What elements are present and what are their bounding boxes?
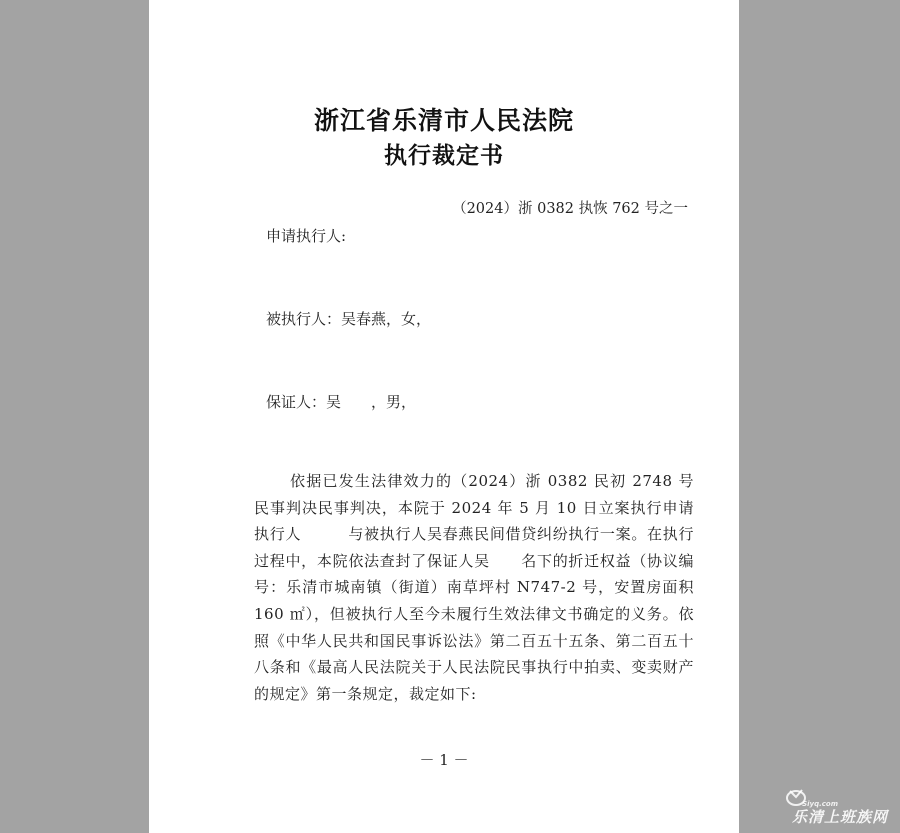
ruling-body-paragraph: 依据已发生法律效力的（2024）浙 0382 民初 2748 号民事判决民事判决，本院于 2024 年 5 月 10 日立案执行申请执行人 与被执行人吴春燕民间借贷纠纷执行一案。在执行过程中，本院依法查封了保证人吴 名下的折迁权益（协议编号：乐清市城南镇（街道）南草坪村 N747-2 号，安置房面积 160 ㎡），但被执行人至今未履行生效法律文书确定的义务。依照《中华人民共和国民事诉讼法》第二百五十五条、第二百五十八条和《最高人民法院关于人民法院民事执行中拍卖、变卖财产的规定》第一条规定，裁定如下: bbox=[254, 472, 694, 703]
court-name: 浙江省乐清市人民法院 bbox=[313, 106, 574, 135]
respondent-line: 被执行人：吴春燕，女， bbox=[266, 310, 432, 328]
watermark-site: Siyq.com bbox=[802, 800, 838, 808]
guarantor-line: 保证人：吴 ，男， bbox=[266, 393, 417, 411]
watermark-text: 乐清上班族网 bbox=[791, 808, 888, 826]
site-watermark bbox=[768, 787, 888, 827]
document-page bbox=[149, 0, 739, 833]
document-type-title: 执行裁定书 bbox=[384, 142, 504, 169]
applicant-line: 申请执行人: bbox=[266, 227, 347, 245]
page-number: － 1 － bbox=[419, 751, 469, 769]
case-number: （2024）浙 0382 执恢 762 号之一 bbox=[452, 201, 688, 217]
